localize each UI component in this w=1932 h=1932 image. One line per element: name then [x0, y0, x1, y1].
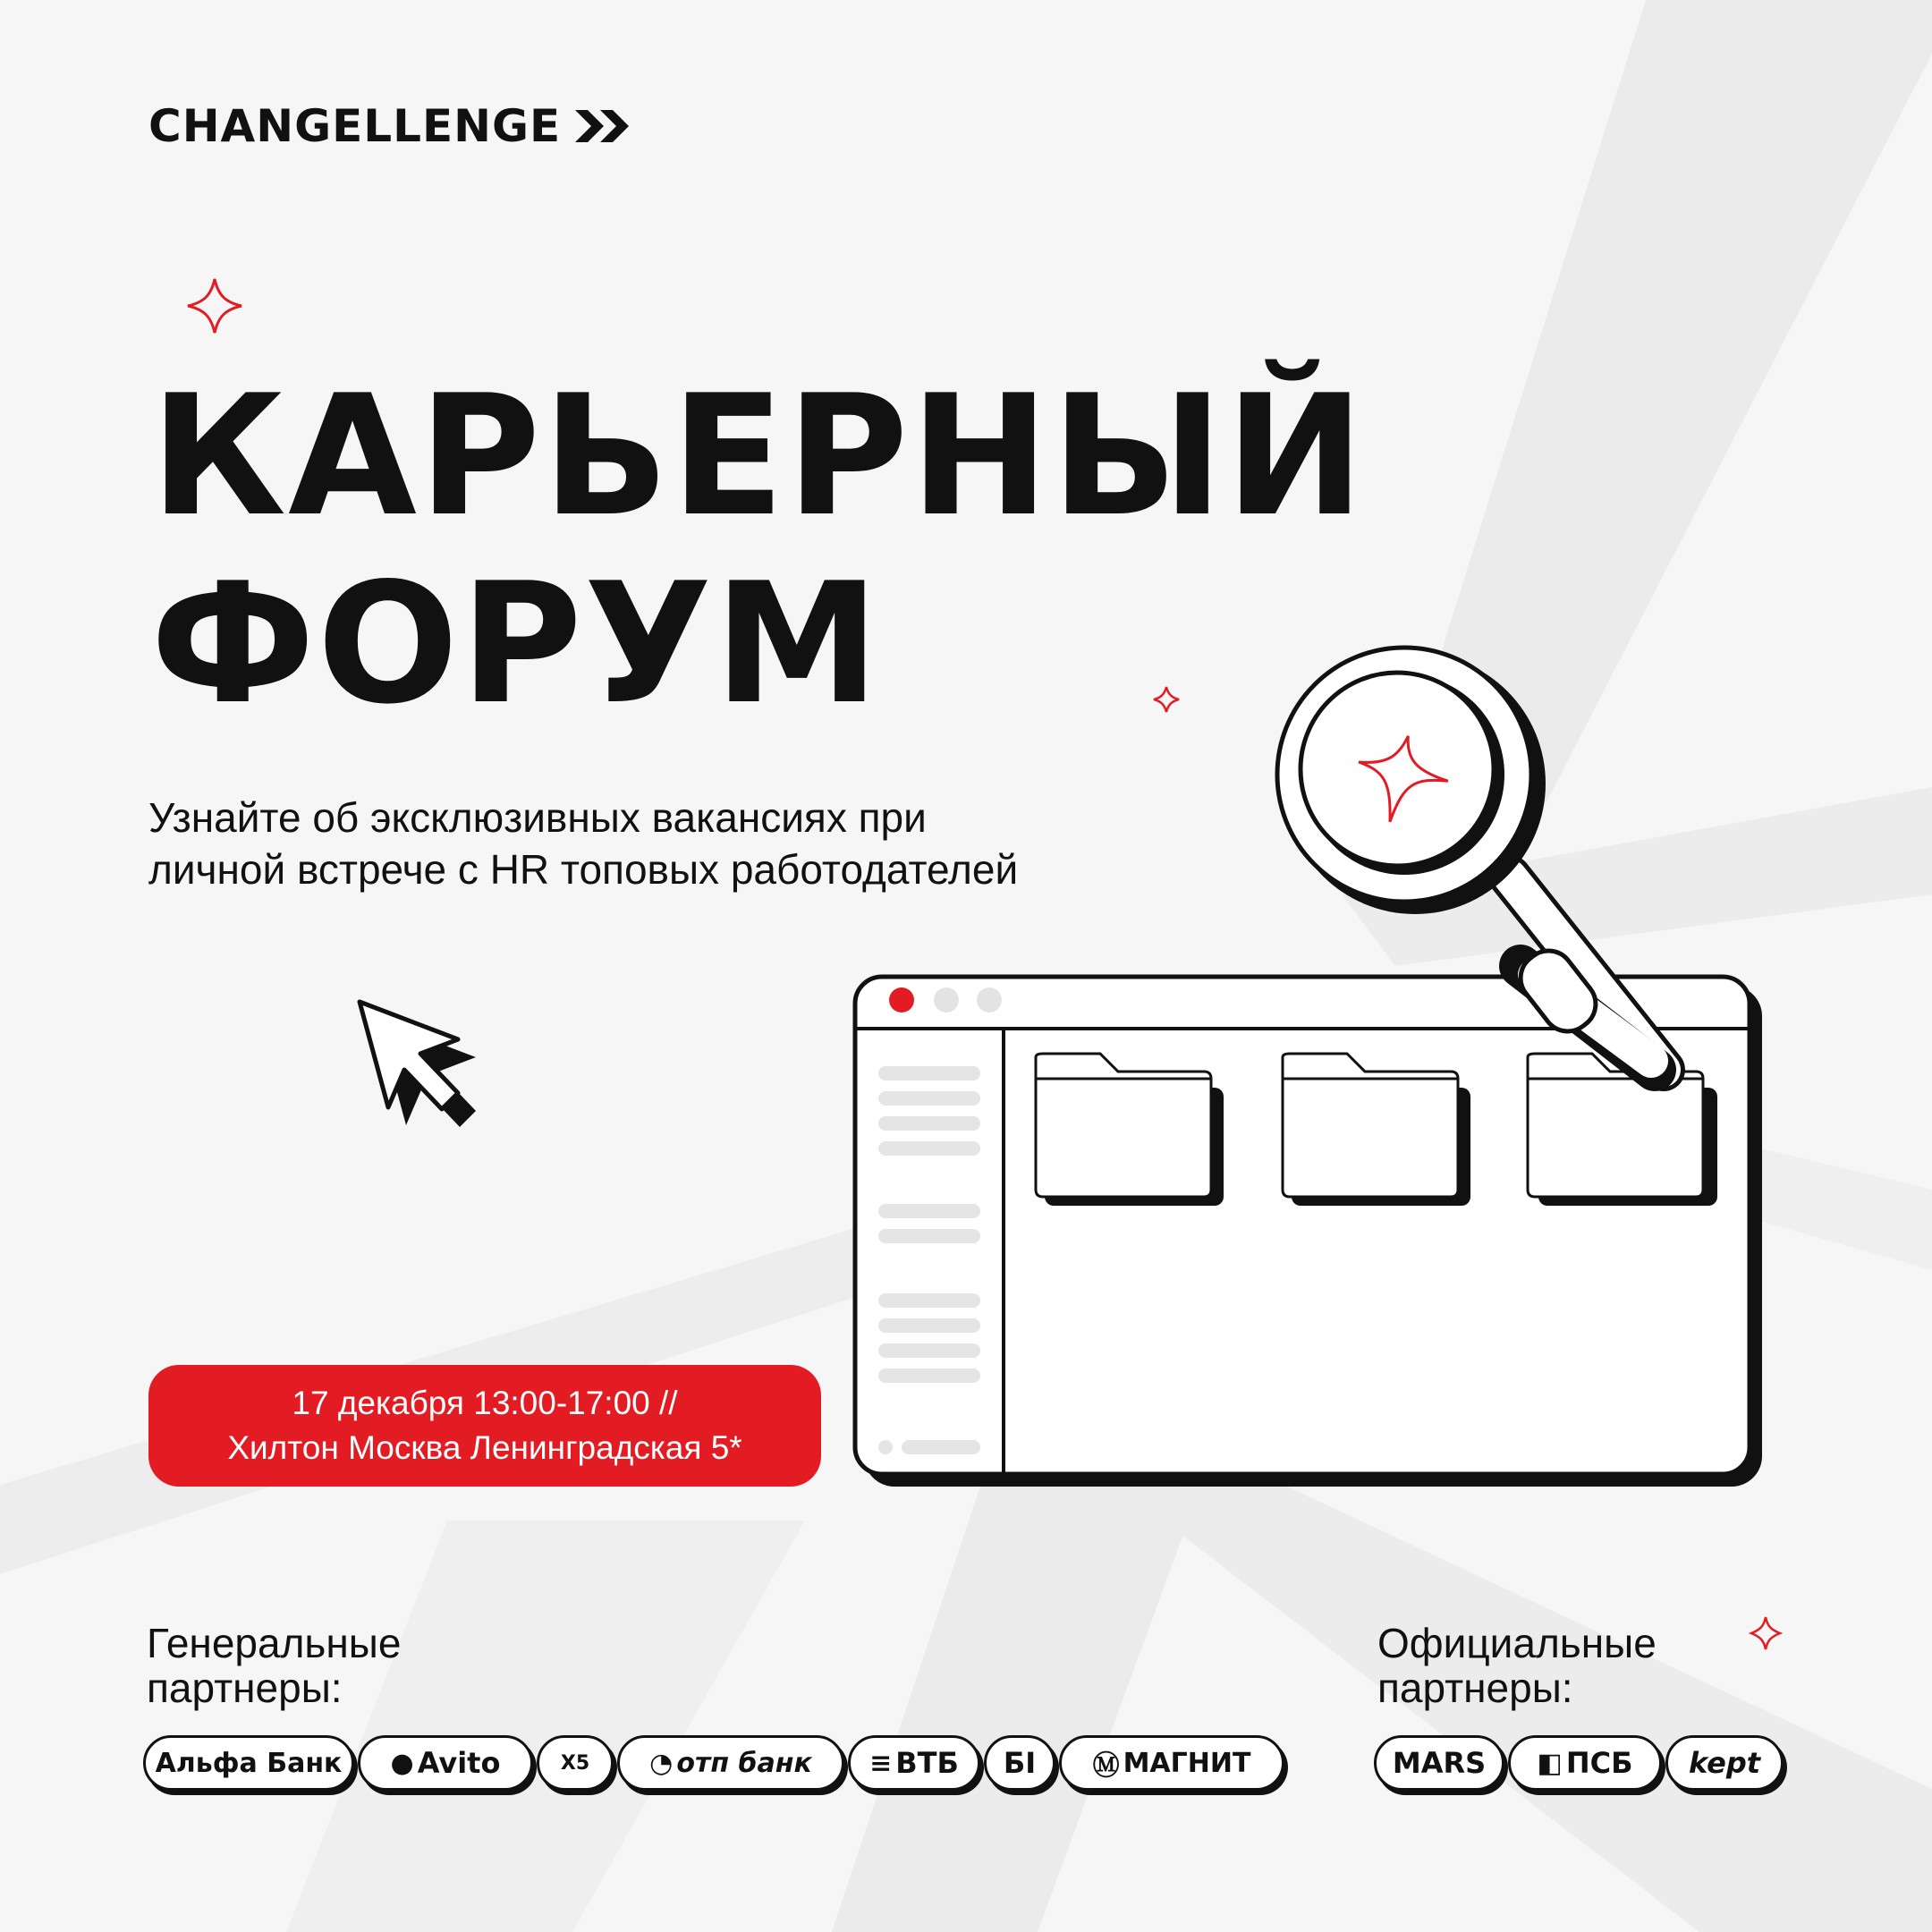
partner-logo-otp-bank[interactable] [617, 1735, 844, 1791]
double-chevron-icon [573, 108, 632, 144]
partner-logo-alfa-bank[interactable] [143, 1735, 354, 1791]
partner-logo-text: X5 [560, 1751, 590, 1775]
brand-logo[interactable] [148, 100, 632, 152]
partner-logo-text: отп банк [676, 1747, 812, 1779]
general-partners-logos [143, 1735, 1284, 1791]
general-partners-label [147, 1621, 401, 1710]
vtb-stripes-icon: ≡ [869, 1747, 893, 1779]
otp-swirl-icon: ◔ [649, 1747, 674, 1779]
psb-mark-icon: ◧ [1537, 1747, 1563, 1779]
magnit-m-icon: Ⓜ [1092, 1750, 1120, 1782]
partner-logo-text: ПСБ [1565, 1746, 1633, 1780]
title-line-2: ФОРУМ [150, 547, 882, 741]
title-line-1: КАРЬЕРНЫЙ [150, 359, 1367, 553]
avito-dots-icon: ● [390, 1747, 414, 1779]
official-partners-label [1377, 1621, 1657, 1710]
partner-logo-mars[interactable] [1374, 1735, 1504, 1791]
partner-logo-bi[interactable] [984, 1735, 1055, 1791]
partner-logo-kept[interactable] [1665, 1735, 1784, 1791]
partner-logo-text: kept [1688, 1746, 1761, 1780]
partner-logo-text: БI [1003, 1746, 1037, 1780]
subtitle-line-2: личной встрече с HR топовых работодателей [148, 846, 1019, 893]
page-title [150, 359, 1367, 741]
subtitle-line-1: Узнайте об эксклюзивных вакансиях при [148, 794, 927, 841]
partner-logo-x5[interactable] [537, 1735, 614, 1791]
subtitle [148, 792, 1222, 895]
partner-logo-vtb[interactable] [848, 1735, 980, 1791]
brand-name: CHANGELLENGE [148, 100, 562, 152]
partner-logo-magnit[interactable] [1059, 1735, 1284, 1791]
partner-logo-text: Альфа Банк [155, 1747, 343, 1779]
general-partners-label-line-1: Генеральные [147, 1620, 402, 1666]
event-badge [148, 1365, 821, 1487]
event-datetime: 17 декабря 13:00-17:00 // [292, 1385, 678, 1421]
official-partners-label-line-2: партнеры: [1377, 1665, 1573, 1711]
event-venue: Хилтон Москва Ленинградская 5* [227, 1429, 742, 1466]
partner-logo-psb[interactable] [1508, 1735, 1662, 1791]
partner-logo-text: ВТБ [895, 1746, 959, 1780]
official-partners-logos [1374, 1735, 1784, 1791]
partner-logo-text: MARS [1392, 1746, 1487, 1780]
general-partners-label-line-2: партнеры: [147, 1665, 343, 1711]
partner-logo-avito[interactable] [358, 1735, 533, 1791]
official-partners-label-line-1: Официальные [1377, 1620, 1657, 1666]
partner-logo-text: Avito [417, 1746, 501, 1780]
partner-logo-text: МАГНИТ [1123, 1747, 1251, 1779]
